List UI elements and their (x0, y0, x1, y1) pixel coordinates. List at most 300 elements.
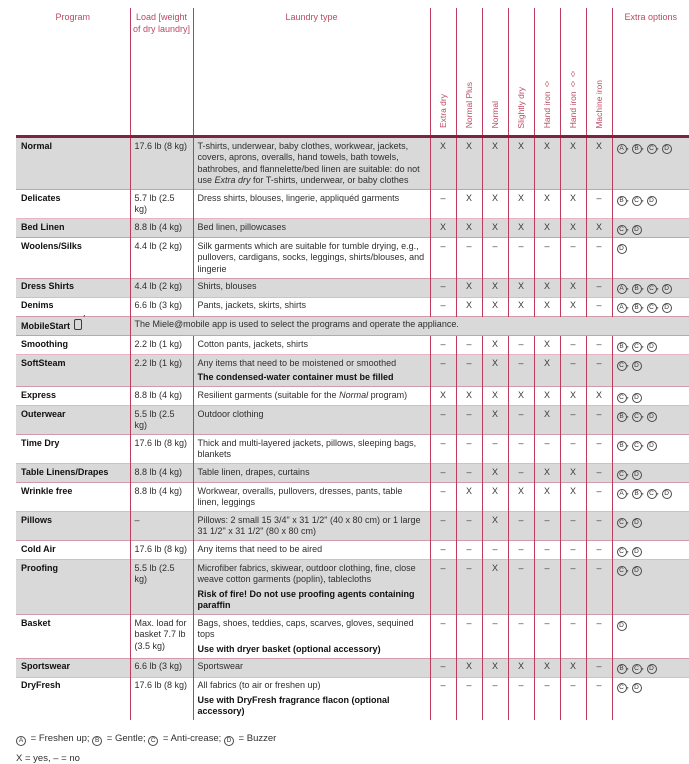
col-header-laundry-type: Laundry type (193, 8, 430, 137)
dryness-mark-cell: – (430, 238, 456, 279)
dryness-mark-cell: – (586, 560, 612, 615)
dryness-mark-cell: X (482, 464, 508, 483)
laundry-type-text: Pants, jackets, skirts, shirts (197, 300, 307, 311)
dryness-mark-cell: – (586, 278, 612, 297)
dryness-mark-cell: X (534, 297, 560, 316)
dryness-mark-cell: – (482, 238, 508, 279)
dryness-mark-cell: X (456, 278, 482, 297)
load-cell: 5.5 lb (2.5 kg) (130, 406, 193, 435)
dryness-mark-cell: – (586, 355, 612, 387)
extra-option-badge: D (647, 196, 657, 206)
extra-option-badge: C (617, 361, 627, 371)
dryness-mark-cell: – (430, 464, 456, 483)
col-header-dryness-hand-iron-2 (560, 8, 586, 137)
dryness-mark-cell: – (456, 541, 482, 560)
program-name-cell: Woolens/Silks (16, 238, 130, 279)
dryness-mark-cell: X (534, 278, 560, 297)
laundry-type-text: Extra dry (214, 175, 251, 186)
laundry-type-text: All fabrics (to air or freshen up) (197, 680, 321, 691)
program-name-cell: SoftSteam (16, 355, 130, 387)
laundry-type-cell (193, 677, 430, 720)
extra-option-badge: D (617, 244, 627, 254)
extra-options-cell (612, 238, 689, 279)
load-cell: 6.6 lb (3 kg) (130, 658, 193, 677)
col-header-dryness-extra-dry (430, 8, 456, 137)
extra-option-badge: A (617, 284, 627, 294)
dryness-mark-cell: X (456, 387, 482, 406)
table-row (16, 560, 689, 615)
load-cell: 8.8 lb (4 kg) (130, 483, 193, 512)
table-row (16, 406, 689, 435)
load-cell: – (130, 512, 193, 541)
extra-option-badge: D (647, 664, 657, 674)
extra-option-badge: B (92, 736, 102, 746)
extra-options-cell: A , B , C , D (612, 483, 689, 512)
extra-options-cell: C , D (612, 219, 689, 238)
laundry-type-text: for T-shirts, underwear, or baby clothes (250, 175, 409, 186)
laundry-type-note: The condensed-water container must be filled (197, 372, 394, 383)
dryness-mark-cell: – (482, 677, 508, 720)
laundry-type-text: T-shirts, underwear, baby clothes, workwear, jackets, covers, aprons, overalls, hand towels, bath towels, bathrobes, and flannelette/bed linen are suitable: do not use (197, 140, 420, 186)
extra-option-badge: D (224, 736, 234, 746)
dryness-mark-cell: X (482, 658, 508, 677)
dryness-mark-cell: X (482, 387, 508, 406)
program-name-cell: Express (16, 387, 130, 406)
extra-option-badge: B (617, 342, 627, 352)
program-name-cell: Table Linens/Drapes (16, 464, 130, 483)
dryness-mark-cell: – (586, 238, 612, 279)
laundry-type-cell (193, 278, 430, 297)
extra-option-badge: C (617, 518, 627, 528)
extra-option-badge: B (617, 412, 627, 422)
program-name-cell: Delicates (16, 190, 130, 219)
extra-options-cell: B , C , D (612, 336, 689, 355)
table-row (16, 615, 689, 659)
extra-options-cell: B , C , D (612, 190, 689, 219)
dryness-mark-cell: X (508, 137, 534, 190)
laundry-type-text: Bed linen, pillowcases (197, 221, 287, 232)
extra-option-badge: B (632, 303, 642, 313)
extra-option-badge: D (632, 547, 642, 557)
laundry-type-cell (193, 435, 430, 464)
dryness-mark-cell: X (482, 278, 508, 297)
dryness-mark-cell: X (534, 190, 560, 219)
dryness-mark-cell: – (560, 238, 586, 279)
dryness-mark-cell: – (456, 435, 482, 464)
dryness-mark-cell: – (482, 541, 508, 560)
extra-option-badge: C (632, 196, 642, 206)
extra-option-badge: D (662, 144, 672, 154)
load-cell: 5.5 lb (2.5 kg) (130, 560, 193, 615)
table-row (16, 316, 689, 336)
dryness-mark-cell: – (482, 615, 508, 659)
dryness-mark-cell: X (482, 137, 508, 190)
dryness-mark-cell: – (508, 541, 534, 560)
col-header-dryness-label: Slightly dry (515, 86, 526, 129)
dryness-mark-cell: – (456, 464, 482, 483)
load-cell: 2.2 lb (1 kg) (130, 336, 193, 355)
extra-options-cell: B , C , D (612, 406, 689, 435)
dryness-mark-cell: X (560, 137, 586, 190)
laundry-type-text: Any items that need to be aired (197, 543, 323, 554)
table-row (16, 658, 689, 677)
program-name-cell: Proofing (16, 560, 130, 615)
marks-legend: X = yes, – = no (16, 753, 80, 764)
dryness-mark-cell: – (508, 512, 534, 541)
extra-option-badge: C (647, 303, 657, 313)
dryness-mark-cell: X (508, 483, 534, 512)
laundry-type-text: Normal (339, 389, 369, 400)
dryness-mark-cell: X (430, 137, 456, 190)
extra-option-badge: D (617, 621, 627, 631)
dryness-mark-cell: – (430, 190, 456, 219)
dryness-mark-cell: – (508, 464, 534, 483)
extra-option-badge: D (647, 342, 657, 352)
load-cell: 17.6 lb (8 kg) (130, 435, 193, 464)
col-header-extra-options: Extra options (612, 8, 689, 137)
col-header-load: Load [weight of dry laundry] (130, 8, 193, 137)
laundry-type-cell (193, 541, 430, 560)
load-cell: 6.6 lb (3 kg) (130, 297, 193, 316)
extra-options-cell: C , D (612, 541, 689, 560)
dryness-mark-cell: – (430, 560, 456, 615)
dryness-mark-cell: X (482, 190, 508, 219)
extra-option-badge: D (632, 470, 642, 480)
dryness-mark-cell: – (456, 512, 482, 541)
extra-option-badge: C (647, 144, 657, 154)
table-row (16, 355, 689, 387)
dryness-mark-cell: X (482, 560, 508, 615)
extra-option-badge: C (617, 566, 627, 576)
extra-options-cell: C , D (612, 464, 689, 483)
dryness-mark-cell: X (534, 464, 560, 483)
laundry-type-cell (193, 387, 430, 406)
table-row (16, 387, 689, 406)
table-row (16, 219, 689, 238)
dryness-mark-cell: – (430, 336, 456, 355)
dryness-mark-cell: – (586, 483, 612, 512)
dryness-mark-cell: – (508, 560, 534, 615)
program-name-cell: Basket (16, 615, 130, 659)
laundry-type-cell (193, 355, 430, 387)
dryness-mark-cell: – (456, 238, 482, 279)
dryness-mark-cell: – (560, 406, 586, 435)
laundry-type-text: Sportswear (197, 661, 244, 672)
dryness-mark-cell: X (560, 278, 586, 297)
extra-options-cell: B , C , D (612, 435, 689, 464)
program-name-cell: Time Dry (16, 435, 130, 464)
load-cell: Max. load for basket 7.7 lb (3.5 kg) (130, 615, 193, 659)
extra-option-badge: D (662, 284, 672, 294)
dryness-mark-cell: – (560, 336, 586, 355)
extra-option-badge: D (647, 441, 657, 451)
extra-option-badge: C (632, 342, 642, 352)
load-cell: 8.8 lb (4 kg) (130, 219, 193, 238)
program-name-cell: Bed Linen (16, 219, 130, 238)
laundry-type-text: Outdoor clothing (197, 408, 264, 419)
dryness-mark-cell: X (508, 387, 534, 406)
laundry-type-text: Thick and multi-layered jackets, pillows, sleeping bags, blankets (197, 437, 417, 460)
program-name-cell: Sportswear (16, 658, 130, 677)
laundry-type-cell (193, 658, 430, 677)
dryness-mark-cell: – (586, 190, 612, 219)
extra-options-cell: A , B , C , D (612, 278, 689, 297)
extra-options-cell: A , B , C , D (612, 137, 689, 190)
load-cell: 17.6 lb (8 kg) (130, 677, 193, 720)
program-description-span-cell: The Miele@mobile app is used to select the programs and operate the appliance. (130, 316, 689, 336)
dryness-mark-cell: X (586, 387, 612, 406)
dryness-mark-cell: – (508, 435, 534, 464)
dryness-mark-cell: X (482, 297, 508, 316)
extra-option-badge: A (617, 489, 627, 499)
extra-option-badge: D (632, 393, 642, 403)
dryness-mark-cell: X (482, 406, 508, 435)
dryness-mark-cell: – (430, 278, 456, 297)
dryness-mark-cell: – (430, 355, 456, 387)
dryness-mark-cell: – (430, 658, 456, 677)
dryness-mark-cell: X (508, 278, 534, 297)
extra-option-badge: B (617, 196, 627, 206)
dryness-mark-cell: X (534, 355, 560, 387)
program-name-cell: Normal (16, 137, 130, 190)
extra-option-badge: D (632, 518, 642, 528)
dryness-mark-cell: X (560, 297, 586, 316)
extra-options-cell: B , C , D (612, 658, 689, 677)
dryness-mark-cell: – (482, 435, 508, 464)
laundry-type-cell (193, 219, 430, 238)
dryness-mark-cell: – (560, 435, 586, 464)
dryness-mark-cell: – (586, 406, 612, 435)
program-name-cell: Pillows (16, 512, 130, 541)
dryness-mark-cell: – (508, 238, 534, 279)
laundry-type-cell (193, 464, 430, 483)
table-row (16, 512, 689, 541)
extra-option-badge: C (148, 736, 158, 746)
dryness-mark-cell: – (456, 355, 482, 387)
col-header-dryness-label: Machine iron (593, 79, 604, 129)
extra-option-badge: C (617, 683, 627, 693)
extra-option-badge: C (632, 664, 642, 674)
dryness-mark-cell: X (560, 483, 586, 512)
col-header-dryness-hand-iron-1 (534, 8, 560, 137)
dryness-mark-cell: – (560, 541, 586, 560)
dryness-mark-cell: – (586, 336, 612, 355)
dryness-mark-cell: X (534, 219, 560, 238)
extra-option-badge: C (632, 412, 642, 422)
dryness-mark-cell: – (586, 615, 612, 659)
extra-options-cell: A , B , C , D (612, 297, 689, 316)
load-cell: 8.8 lb (4 kg) (130, 464, 193, 483)
dryness-mark-cell: – (456, 406, 482, 435)
dryness-mark-cell: X (456, 137, 482, 190)
col-header-dryness-normal-plus (456, 8, 482, 137)
dryness-mark-cell: X (456, 190, 482, 219)
dryness-mark-cell: – (430, 541, 456, 560)
dryness-mark-cell: X (534, 137, 560, 190)
dryness-mark-cell: – (456, 615, 482, 659)
dryness-mark-cell: X (482, 336, 508, 355)
laundry-type-text: Silk garments which are suitable for tumble drying, e.g., pullovers, cardigans, socks, leggings, shirts/blouses, and lingerie (197, 240, 425, 274)
dryness-mark-cell: – (508, 355, 534, 387)
laundry-type-text: Resilient garments (suitable for the (197, 389, 340, 400)
extra-option-badge: D (632, 566, 642, 576)
extra-option-badge: D (632, 361, 642, 371)
dryness-mark-cell: X (586, 219, 612, 238)
laundry-type-cell (193, 336, 430, 355)
program-name-cell: DryFresh (16, 677, 130, 720)
laundry-type-cell (193, 512, 430, 541)
load-cell: 17.6 lb (8 kg) (130, 541, 193, 560)
dryness-mark-cell: – (430, 615, 456, 659)
table-row (16, 297, 689, 316)
load-cell: 4.4 lb (2 kg) (130, 238, 193, 279)
col-header-dryness-label: Normal Plus (463, 82, 474, 129)
extra-option-badge: D (632, 683, 642, 693)
extra-option-badge: A (16, 736, 26, 746)
table-row (16, 435, 689, 464)
program-table (16, 8, 689, 720)
dryness-mark-cell: – (560, 512, 586, 541)
col-header-dryness-normal (482, 8, 508, 137)
program-name-cell: Dress Shirts (16, 278, 130, 297)
program-name-cell: Smoothing (16, 336, 130, 355)
dryness-mark-cell: – (508, 406, 534, 435)
dryness-mark-cell: X (456, 297, 482, 316)
laundry-type-text: Dress shirts, blouses, lingerie, appliquéd garments (197, 192, 400, 203)
extra-option-badge: B (632, 489, 642, 499)
program-name-cell: Cold Air (16, 541, 130, 560)
legend-option-label: = Anti-crease; (160, 733, 224, 745)
laundry-type-cell (193, 560, 430, 615)
legend-option-label: = Freshen up; (28, 733, 93, 745)
dryness-mark-cell: X (560, 219, 586, 238)
dryness-mark-cell: – (430, 512, 456, 541)
dryness-mark-cell: X (560, 658, 586, 677)
extra-option-badge: A (617, 144, 627, 154)
laundry-type-note: Use with DryFresh fragrance flacon (optional accessory) (197, 694, 390, 717)
dryness-mark-cell: – (560, 560, 586, 615)
dryness-mark-cell: X (508, 190, 534, 219)
dryness-mark-cell: X (534, 406, 560, 435)
extra-option-badge: C (647, 489, 657, 499)
load-cell: 5.7 lb (2.5 kg) (130, 190, 193, 219)
dryness-mark-cell: – (586, 658, 612, 677)
col-header-dryness-label: Extra dry (437, 94, 448, 129)
dryness-mark-cell: – (534, 238, 560, 279)
dryness-mark-cell: X (482, 512, 508, 541)
col-header-dryness-slightly-dry (508, 8, 534, 137)
extra-option-badge: C (617, 225, 627, 235)
dryness-mark-cell: – (508, 615, 534, 659)
load-cell: 2.2 lb (1 kg) (130, 355, 193, 387)
extra-option-badge: B (617, 441, 627, 451)
program-name-cell: Denims (16, 297, 130, 316)
laundry-type-text: Table linen, drapes, curtains (197, 466, 310, 477)
dryness-mark-cell: X (508, 297, 534, 316)
dryness-mark-cell: – (430, 406, 456, 435)
laundry-type-text: Workwear, overalls, pullovers, dresses, pants, table linen, leggings (197, 485, 403, 508)
dryness-mark-cell: – (508, 336, 534, 355)
legend-option-label: = Buzzer (235, 733, 277, 745)
extra-option-badge: C (617, 547, 627, 557)
extra-option-badge: D (662, 303, 672, 313)
dryness-mark-cell: X (456, 219, 482, 238)
extra-option-badge: C (617, 470, 627, 480)
header-row (16, 8, 689, 137)
dryness-mark-cell: – (430, 677, 456, 720)
extra-options-cell (612, 615, 689, 659)
extra-option-badge: D (662, 489, 672, 499)
extra-options-cell: C , D (612, 512, 689, 541)
table-row (16, 238, 689, 279)
program-name-cell: MobileStart′ (16, 316, 130, 336)
dryness-mark-cell: – (586, 541, 612, 560)
load-cell: 8.8 lb (4 kg) (130, 387, 193, 406)
extra-option-badge: B (632, 284, 642, 294)
extra-option-badge: D (632, 225, 642, 235)
laundry-type-text: program) (368, 389, 408, 400)
dryness-mark-cell: X (534, 483, 560, 512)
table-row (16, 677, 689, 720)
dryness-mark-cell: – (534, 541, 560, 560)
dryness-mark-cell: – (456, 677, 482, 720)
dryness-mark-cell: X (482, 483, 508, 512)
dryness-mark-cell: X (508, 658, 534, 677)
dryness-mark-cell: X (534, 658, 560, 677)
laundry-type-text: Any items that need to be moistened or smoothed (197, 357, 397, 368)
program-table-body (16, 137, 689, 721)
dryness-mark-cell: – (534, 435, 560, 464)
dryness-mark-cell: X (560, 190, 586, 219)
table-row (16, 278, 689, 297)
dryness-mark-cell: – (534, 615, 560, 659)
extra-option-badge: C (632, 441, 642, 451)
dryness-mark-cell: – (430, 483, 456, 512)
dryness-mark-cell: – (534, 512, 560, 541)
extra-options-cell: C , D (612, 677, 689, 720)
legend-option-label: = Gentle; (104, 733, 149, 745)
dryness-mark-cell: – (560, 615, 586, 659)
laundry-type-text: Microfiber fabrics, skiwear, outdoor clothing, fine, close weave cotton garments (poplin), tablecloths (197, 562, 416, 585)
laundry-type-cell (193, 190, 430, 219)
table-row (16, 464, 689, 483)
table-row (16, 137, 689, 190)
program-name-cell: Outerwear (16, 406, 130, 435)
dryness-mark-cell: – (586, 464, 612, 483)
dryness-mark-cell: – (508, 677, 534, 720)
laundry-type-cell (193, 137, 430, 190)
dryness-mark-cell: X (482, 355, 508, 387)
extra-options-legend (16, 733, 689, 746)
dryness-mark-cell: X (560, 387, 586, 406)
dryness-mark-cell: X (430, 387, 456, 406)
col-header-dryness-label: Normal (489, 101, 500, 129)
dryness-mark-cell: – (430, 297, 456, 316)
laundry-type-text: Bags, shoes, teddies, caps, scarves, gloves, sequined tops (197, 617, 414, 640)
laundry-type-text: Cotton pants, jackets, shirts (197, 338, 309, 349)
dryness-mark-cell: – (430, 435, 456, 464)
laundry-type-note: Use with dryer basket (optional accessory) (197, 643, 381, 654)
table-header (16, 8, 689, 137)
dryness-mark-cell: X (482, 219, 508, 238)
col-header-dryness-machine-iron (586, 8, 612, 137)
dryness-mark-cell: X (456, 483, 482, 512)
extra-options-cell: C , D (612, 560, 689, 615)
laundry-type-cell (193, 297, 430, 316)
extra-option-badge: C (647, 284, 657, 294)
dryness-mark-cell: X (430, 219, 456, 238)
col-header-dryness-label: Hand iron ◊ (541, 79, 552, 129)
